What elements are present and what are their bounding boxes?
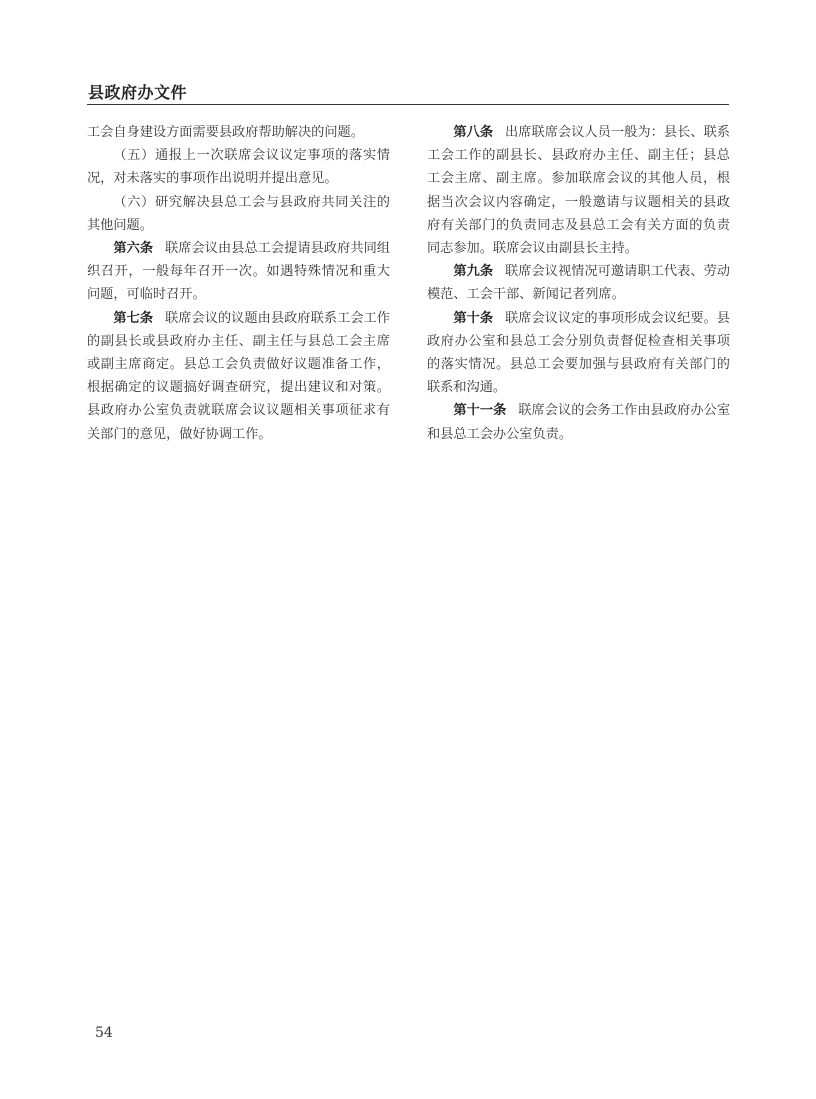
article-8-label: 第八条 — [453, 125, 494, 140]
article-11-label: 第十一条 — [453, 403, 507, 419]
paragraph-item-6: （六）研究解决县总工会与县政府共同关注的其他问题。 — [87, 194, 390, 233]
paragraph-item-5: （五）通报上一次联席会议议定事项的落实情况，对未落实的事项作出说明并提出意见。 — [87, 148, 390, 187]
article-7 — [87, 307, 390, 446]
article-6-label: 第六条 — [113, 241, 154, 257]
right-column — [427, 121, 730, 446]
article-9-text: 联席会议视情况可邀请职工代表、劳动模范、工会干部、新闻记者列席。 — [427, 264, 730, 303]
article-10-text: 联席会议议定的事项形成会议纪要。县政府办公室和县总工会分别负责督促检查相关事项的落实情况。县总工会要加强与县政府有关部门的联系和沟通。 — [427, 310, 730, 396]
article-6-text: 联席会议由县总工会提请县政府共同组织召开，一般每年召开一次。如遇特殊情况和重大问题，可临时召开。 — [87, 241, 390, 303]
article-9 — [427, 260, 730, 306]
article-10 — [427, 307, 730, 400]
article-10-label: 第十条 — [453, 310, 494, 326]
article-8-text: 出席联席会议人员一般为：县长、联系工会工作的副县长、县政府办主任、副主任；县总工会主席、副主席。参加联席会议的其他人员，根据当次会议内容确定，一般邀请与议题相关的县政府有关部门的负责同志及县总工会有关方面的负责同志参加。联席会议由副县长主持。 — [427, 125, 730, 257]
page-number: 54 — [95, 1025, 113, 1041]
header-title: 县政府办文件 — [88, 83, 188, 102]
article-7-label: 第七条 — [113, 310, 154, 326]
left-column — [87, 121, 390, 446]
paragraph-continued: 工会自身建设方面需要县政府帮助解决的问题。 — [87, 125, 364, 140]
article-11-text: 联席会议的会务工作由县政府办公室和县总工会办公室负责。 — [427, 403, 731, 442]
article-7-text: 联席会议的议题由县政府联系工会工作的副县长或县政府办主任、副主任与县总工会主席或副主席商定。县总工会负责做好议题准备工作，根据确定的议题搞好调查研究，提出建议和对策。县政府办公室负责就联席会议议题相关事项征求有关部门的意见，做好协调工作。 — [87, 310, 390, 442]
article-11 — [427, 399, 730, 445]
running-header — [87, 78, 729, 105]
article-9-label: 第九条 — [453, 264, 494, 280]
article-8 — [427, 121, 730, 260]
article-6 — [87, 237, 390, 307]
